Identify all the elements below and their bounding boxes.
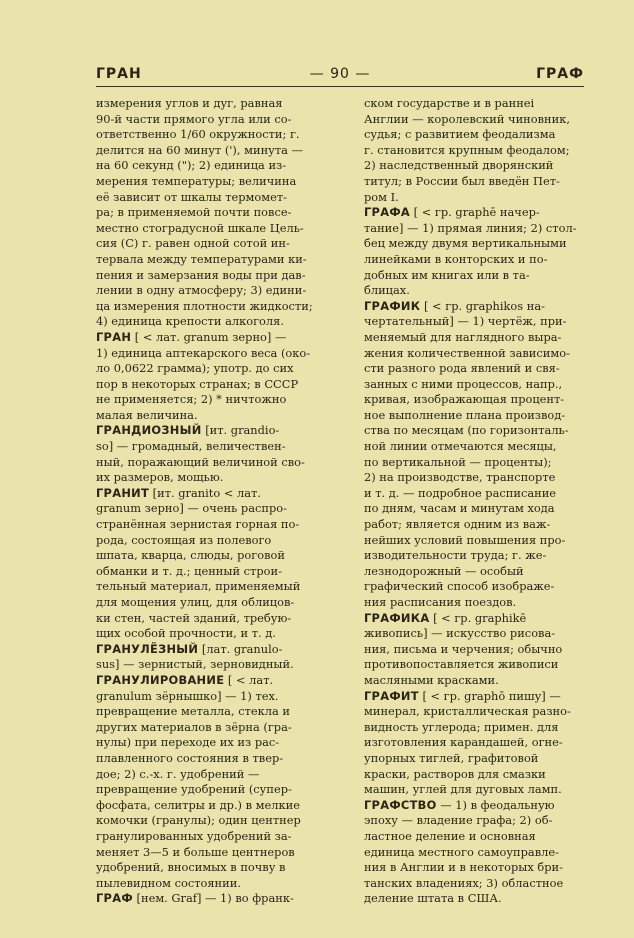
col1-line: их размеров, мощью. <box>96 470 224 485</box>
col1-line: лении в одну атмосферу; 3) едини- <box>96 283 307 298</box>
col2-line: ГРАФИТ [ < гр. graphō пишу] — <box>364 688 561 703</box>
col2-line: судья; с развитием феодализма <box>364 127 556 142</box>
col1-line: ло 0,0622 грамма); употр. до сих <box>96 361 294 376</box>
col1-line: странённая зернистая горная по- <box>96 517 300 532</box>
col2-line: графический способ изображе- <box>364 579 555 594</box>
col1-line: измерения углов и дуг, равная <box>96 96 283 110</box>
header-left-word: ГРАН <box>96 66 142 82</box>
col2-line: кривая, изображающая процент- <box>364 392 565 407</box>
col2-line: меняемый для наглядного выра- <box>364 329 562 344</box>
col1-line: делится на 60 минут ('), минута — <box>96 142 303 157</box>
col1-line: удобрений, вносимых в почву в <box>96 860 286 875</box>
col2-line: жения количественной зависимо- <box>364 345 570 360</box>
col2-line: и т. д. — подробное расписание <box>364 485 557 500</box>
col2-line: изводительности труда; г. же- <box>364 548 547 563</box>
col2-line: Англии — королевский чиновник, <box>364 111 570 126</box>
col2-line: танских владениях; 3) областное <box>364 875 564 890</box>
col1-line: тельный материал, применяемый <box>96 579 301 594</box>
col2-line: чертательный] — 1) чертёж, при- <box>364 314 567 329</box>
col1-line: сия (С) г. равен одной сотой ин- <box>96 236 290 251</box>
col2-line: бец между двумя вертикальными <box>364 236 567 251</box>
col2-line: эпоху — владение графа; 2) об- <box>364 813 553 828</box>
col2-line: минерал, кристаллическая разно- <box>364 704 571 719</box>
col1-line: 90-й части прямого угла или со- <box>96 111 292 126</box>
col1-line: 4) единица крепости алкоголя. <box>96 314 284 329</box>
col2-line: противопоставляется живописи <box>364 657 559 672</box>
col2-line: нейших условий повышения про- <box>364 532 566 547</box>
col1-line: so] — громадный, величествен- <box>96 439 286 454</box>
col2-line: масляными красками. <box>364 672 499 687</box>
col1-line: меняет 3—5 и больше центнеров <box>96 844 295 859</box>
col1-line: ГРАФ [нем. Graf] — 1) во франк- <box>96 891 294 906</box>
col1-line: ца измерения плотности жидкости; <box>96 298 313 313</box>
col2-line: видность углерода; примен. для <box>364 719 559 734</box>
col1-line: ГРАНУЛЁЗНЫЙ [лат. granulo- <box>96 641 283 656</box>
col2-line: 2) на производстве, транспорте <box>364 470 556 485</box>
col2-line: ром I. <box>364 189 399 204</box>
col1-line: превращение металла, стекла и <box>96 704 290 719</box>
col2-line: работ; является одним из важ- <box>364 517 551 532</box>
col2-line: ния расписания поездов. <box>364 595 517 609</box>
col2-line: ГРАФСТВО — 1) в феодальную <box>364 797 555 812</box>
col2-line: ное выполнение плана производ- <box>364 407 566 422</box>
col1-line: на 60 секунд ("); 2) единица из- <box>96 158 287 173</box>
col2-line: сти разного рода явлений и свя- <box>364 361 560 376</box>
col1-line: ГРАНУЛИРОВАНИЕ [ < лат. <box>96 672 274 687</box>
col1-line: мерения температуры; величина <box>96 173 297 188</box>
col2-line: 2) наследственный дворянский <box>364 158 554 173</box>
col1-line: для мощения улиц, для облицов- <box>96 595 295 609</box>
col1-line: плавленного состояния в твер- <box>96 750 284 765</box>
col2-line: линейками в конторских и по- <box>364 251 548 266</box>
col2-line: ластное деление и основная <box>364 828 536 843</box>
col1-line: пения и замерзания воды при дав- <box>96 267 306 282</box>
col1-line: дое; 2) с.-х. г. удобрений — <box>96 766 260 781</box>
col1-line: обманки и т. д.; ценный строи- <box>96 563 282 578</box>
col1-line: других материалов в зёрна (гра- <box>96 719 292 734</box>
col2-line: тание] — 1) прямая линия; 2) стол- <box>364 220 577 235</box>
col1-line: ГРАНДИОЗНЫЙ [ит. grandio- <box>96 423 280 438</box>
col2-line: изготовления карандашей, огне- <box>364 735 563 750</box>
col1-line: местно стоградусной шкале Цель- <box>96 220 304 235</box>
col2-line: ском государстве и в раннеі <box>364 96 535 110</box>
col2-line: ства по месяцам (по горизонталь- <box>364 423 569 438</box>
col2-line: краски, растворов для смазки <box>364 766 546 781</box>
col1-line: тервала между температурами ки- <box>96 251 307 266</box>
col1-line: granulum зёрнышко] — 1) тех. <box>96 688 279 703</box>
col1-line: щих особой прочности, и т. д. <box>96 626 276 641</box>
col2-line: блицах. <box>364 283 410 298</box>
col1-line: комочки (гранулы); один центнер <box>96 813 301 828</box>
col2-line: титул; в России был введён Пет- <box>364 173 560 188</box>
col1-line: 1) единица аптекарского веса (око- <box>96 345 311 360</box>
col2-line: машин, углей для дуговых ламп. <box>364 782 562 797</box>
col2-line: упорных тиглей, графитовой <box>364 750 539 765</box>
running-header <box>96 66 584 88</box>
col1-line: пор в некоторых странах; в СССР <box>96 376 299 391</box>
header-right-word: ГРАФ <box>536 66 584 82</box>
col1-line: шпата, кварца, слюды, роговой <box>96 548 285 563</box>
col1-line: не применяется; 2) * ничтожно <box>96 392 287 407</box>
col1-line: ответственно 1/60 окружности; г. <box>96 127 300 142</box>
col2-line: ной линии отмечаются месяцы, <box>364 439 557 454</box>
col2-line: по дням, часам и минутам хода <box>364 501 555 516</box>
col1-line: ра; в применяемой почти повсе- <box>96 205 292 220</box>
col1-line: ГРАН [ < лат. granum зерно] — <box>96 329 287 344</box>
col1-line: ный, поражающий величиной сво- <box>96 454 305 469</box>
col2-line: лезнодорожный — особый <box>364 563 524 578</box>
col1-line: её зависит от шкалы термомет- <box>96 189 288 204</box>
col2-line: занных с ними процессов, напр., <box>364 376 563 391</box>
col2-line: добных им книгах или в та- <box>364 267 530 282</box>
col1-line: фосфата, селитры и др.) в мелкие <box>96 797 300 812</box>
col2-line: живопись] — искусство рисова- <box>364 626 556 641</box>
col2-line: ГРАФИК [ < гр. graphikos на- <box>364 298 545 313</box>
col1-line: sus] — зернистый, зерновидный. <box>96 657 294 672</box>
col2-line: ния, письма и черчения; обычно <box>364 641 563 656</box>
col1-line: granum зерно] — очень распро- <box>96 501 287 516</box>
page-number: — 90 — <box>309 66 371 82</box>
col2-line: ГРАФИКА [ < гр. graphikē <box>364 610 527 625</box>
col1-line: нулы) при переходе их из рас- <box>96 735 280 750</box>
col1-line: рода, состоящая из полевого <box>96 532 272 547</box>
col1-line: ки стен, частей зданий, требую- <box>96 610 292 625</box>
col1-line: превращение удобрений (супер- <box>96 782 292 797</box>
col2-line: по вертикальной — проценты); <box>364 454 552 469</box>
right-column <box>364 96 610 907</box>
col2-line: деление штата в США. <box>364 891 502 906</box>
col2-line: ГРАФА [ < гр. graphē начер- <box>364 205 540 220</box>
col2-line: единица местного самоуправле- <box>364 844 559 859</box>
header-rule <box>96 86 584 87</box>
col1-line: гранулированных удобрений за- <box>96 828 292 843</box>
col1-line: ГРАНИТ [ит. granito < лат. <box>96 485 261 500</box>
col1-line: малая величина. <box>96 407 198 422</box>
col2-line: ния в Англии и в некоторых бри- <box>364 860 563 875</box>
col1-line: пылевидном состоянии. <box>96 875 241 890</box>
left-column <box>96 96 342 907</box>
col2-line: г. становится крупным феодалом; <box>364 142 570 157</box>
